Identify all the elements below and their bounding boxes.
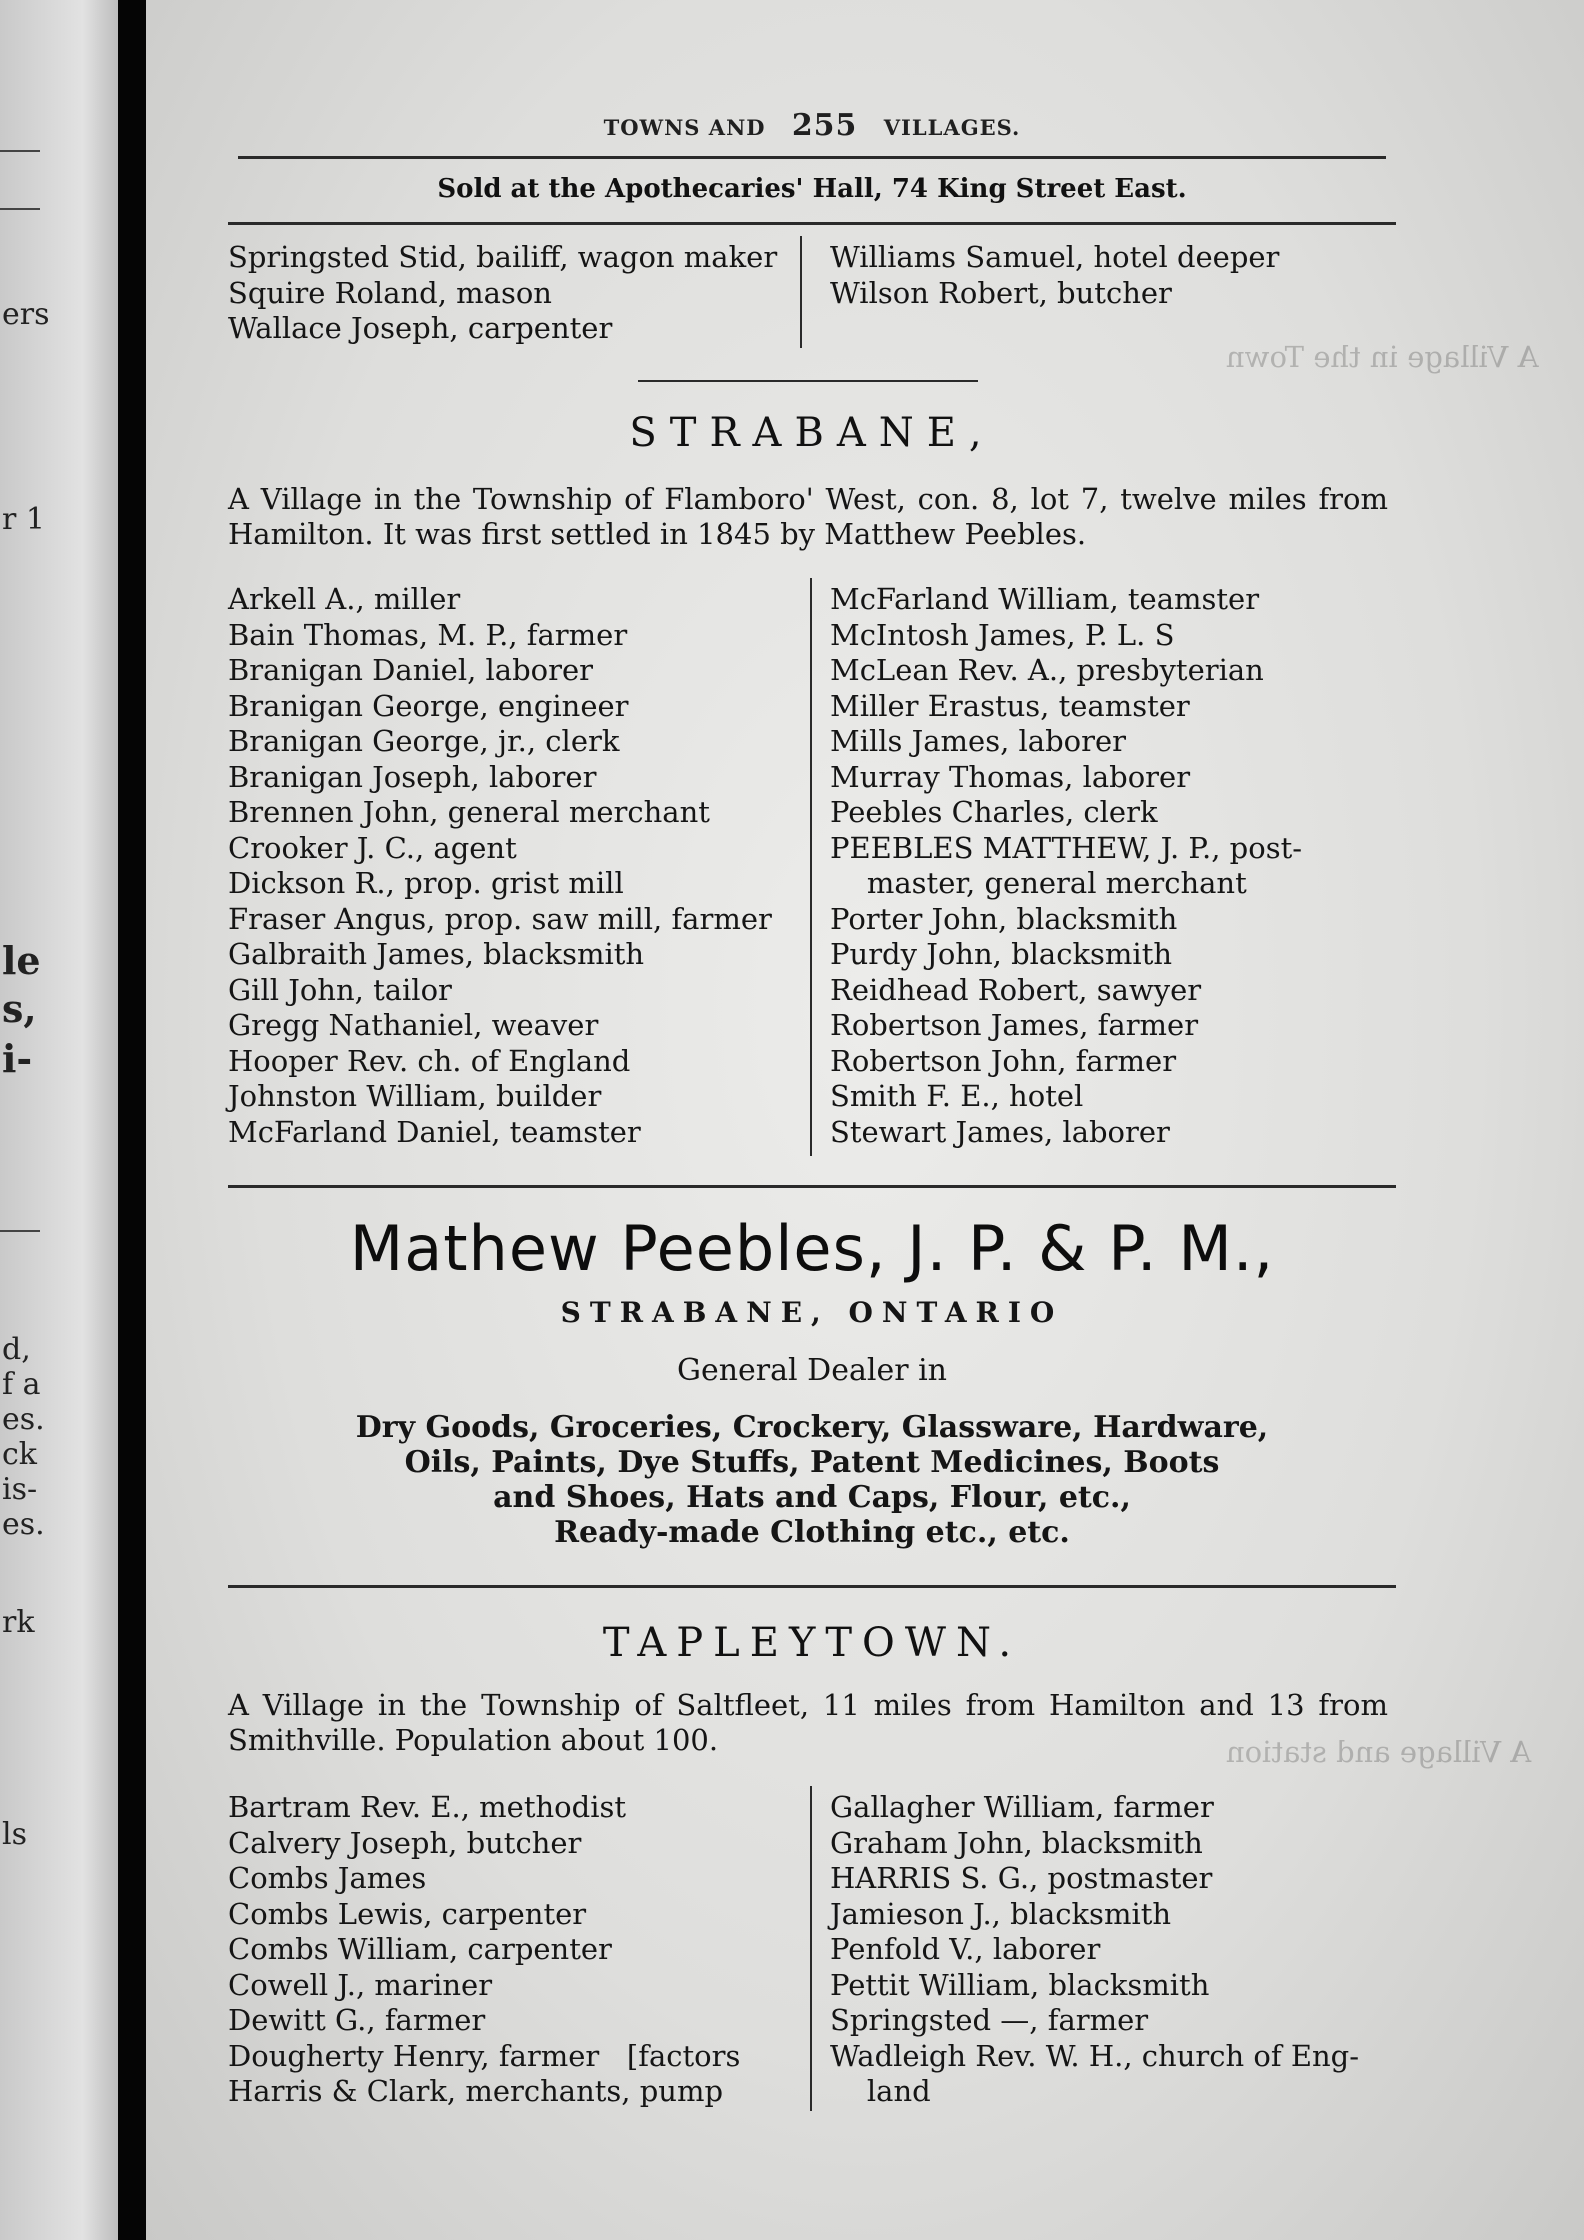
directory-entry: McIntosh James, P. L. S — [830, 617, 1175, 652]
bleed-through-text: A Village in the Town — [1226, 340, 1539, 374]
prev-section-right-column — [830, 240, 1279, 311]
strabane-left-column — [228, 582, 772, 1150]
advert-bottom-rule — [228, 1585, 1396, 1588]
directory-entry: Wallace Joseph, carpenter — [228, 311, 613, 345]
margin-fragment: is- — [2, 1472, 38, 1507]
sold-at-banner: Sold at the Apothecaries' Hall, 74 King Street East. — [437, 174, 1187, 204]
directory-entry: Jamieson J., blacksmith — [830, 1896, 1172, 1931]
directory-entry: Dougherty Henry, farmer [factors — [228, 2038, 741, 2073]
bleed-through-text: A Village and station — [1226, 1735, 1532, 1769]
directory-entry: Fraser Angus, prop. saw mill, farmer — [228, 901, 772, 936]
directory-entry: Brennen John, general merchant — [228, 795, 710, 829]
margin-fragment: r 1 — [2, 502, 45, 537]
directory-entry: Gallagher William, farmer — [830, 1790, 1214, 1824]
directory-entry: McFarland William, teamster — [830, 582, 1260, 616]
directory-entry: Peebles Charles, clerk — [830, 795, 1158, 829]
advert-goods-line: and Shoes, Hats and Caps, Flour, etc., — [493, 1480, 1131, 1515]
strabane-right-column — [830, 582, 1302, 1150]
running-head — [228, 108, 1396, 143]
column-divider — [800, 236, 802, 348]
advert-goods-list — [228, 1410, 1396, 1550]
banner-rule — [228, 222, 1396, 225]
directory-entry: Stewart James, laborer — [830, 1114, 1170, 1149]
directory-entry: Johnston William, builder — [228, 1079, 602, 1113]
margin-rule — [0, 150, 40, 152]
header-rule — [238, 156, 1386, 159]
margin-fragment: ls — [2, 1817, 27, 1852]
directory-entry: Squire Roland, mason — [228, 275, 552, 310]
directory-entry: Pettit William, blacksmith — [830, 1967, 1210, 2002]
tapleytown-left-column — [228, 1790, 740, 2110]
directory-entry: Bain Thomas, M. P., farmer — [228, 617, 628, 652]
directory-entry: master, general merchant — [830, 866, 1247, 900]
directory-entry: Dewitt G., farmer — [228, 2003, 486, 2037]
directory-entry: Gregg Nathaniel, weaver — [228, 1008, 599, 1042]
directory-entry: Crooker J. C., agent — [228, 830, 517, 865]
directory-entry: Smith F. E., hotel — [830, 1079, 1084, 1113]
directory-entry: Harris & Clark, merchants, pump — [228, 2074, 724, 2108]
column-divider — [810, 578, 812, 1156]
directory-entry: Dickson R., prop. grist mill — [228, 866, 624, 900]
margin-fragment: ck — [2, 1437, 37, 1472]
directory-entry: Murray Thomas, laborer — [830, 759, 1191, 794]
advert-merchant-name: Mathew Peebles, J. P. & P. M., — [349, 1212, 1275, 1285]
advert-goods-line: Ready-made Clothing etc., etc. — [554, 1515, 1070, 1550]
directory-entry: Robertson John, farmer — [830, 1043, 1177, 1078]
page-number: 255 — [791, 108, 858, 143]
directory-entry: land — [830, 2074, 931, 2108]
directory-entry: Robertson James, farmer — [830, 1008, 1199, 1042]
adjacent-page-strip — [0, 0, 118, 2240]
directory-entry: Wilson Robert, butcher — [830, 275, 1172, 310]
margin-fragment: rk — [2, 1605, 35, 1640]
directory-entry: Penfold V., laborer — [830, 1932, 1101, 1966]
prev-section-left-column — [228, 240, 777, 347]
tapleytown-intro — [228, 1688, 1388, 1758]
section-rule — [638, 380, 978, 382]
margin-rule — [0, 208, 40, 210]
directory-entry: Branigan Daniel, laborer — [228, 653, 594, 687]
advert-goods-line: Oils, Paints, Dye Stuffs, Patent Medicines, Boots — [404, 1445, 1220, 1480]
directory-entry: McLean Rev. A., presbyterian — [830, 653, 1264, 687]
directory-entry: Combs James — [228, 1861, 427, 1895]
directory-entry: Porter John, blacksmith — [830, 901, 1178, 936]
directory-entry: Bartram Rev. E., methodist — [228, 1790, 627, 1824]
advert-dealer-line: General Dealer in — [677, 1353, 947, 1388]
advert-location: STRABANE, ONTARIO — [560, 1296, 1064, 1329]
margin-fragment: i- — [2, 1036, 33, 1081]
directory-entry: Miller Erastus, teamster — [830, 688, 1190, 723]
directory-entry: McFarland Daniel, teamster — [228, 1114, 641, 1149]
margin-fragment: d, — [2, 1332, 31, 1367]
directory-page — [146, 0, 1584, 2240]
directory-entry: PEEBLES MATTHEW, J. P., post- — [830, 830, 1303, 865]
margin-fragment: le — [2, 938, 41, 983]
directory-entry: Combs Lewis, carpenter — [228, 1896, 587, 1931]
directory-entry: Branigan Joseph, laborer — [228, 759, 597, 794]
directory-entry: Gill John, tailor — [228, 972, 452, 1007]
directory-entry: Mills James, laborer — [830, 724, 1126, 758]
directory-entry: Williams Samuel, hotel deeper — [830, 240, 1280, 274]
directory-entry: Cowell J., mariner — [228, 1967, 493, 2002]
running-head-right: VILLAGES. — [883, 115, 1021, 140]
directory-entry: Springsted —, farmer — [830, 2003, 1149, 2037]
margin-fragment: s, — [2, 986, 37, 1031]
directory-entry: Branigan George, engineer — [228, 688, 629, 723]
directory-entry: Reidhead Robert, sawyer — [830, 972, 1202, 1007]
directory-entry: Hooper Rev. ch. of England — [228, 1043, 631, 1078]
advert-goods-line: Dry Goods, Groceries, Crockery, Glassware, Hardware, — [355, 1410, 1269, 1445]
margin-rule — [0, 1230, 40, 1232]
running-head-left: TOWNS AND — [603, 115, 766, 140]
margin-fragment: ers — [2, 297, 50, 332]
directory-entry: Calvery Joseph, butcher — [228, 1825, 582, 1860]
section-title-tapleytown: TAPLEYTOWN. — [602, 1620, 1022, 1666]
directory-entry: Wadleigh Rev. W. H., church of Eng- — [830, 2038, 1360, 2073]
directory-entry: Springsted Stid, bailiff, wagon maker — [228, 240, 778, 274]
column-divider — [810, 1786, 812, 2111]
margin-fragment: es. — [2, 1507, 45, 1542]
directory-entry: HARRIS S. G., postmaster — [830, 1861, 1213, 1895]
margin-fragment: f a — [2, 1367, 41, 1402]
strabane-intro-text: A Village in the Township of Flamboro' West, con. 8, lot 7, twelve miles from Hamilton. It was first settled in 1845 by Matthew Peebles. — [228, 482, 1388, 551]
tapleytown-right-column — [830, 1790, 1359, 2110]
directory-entry: Arkell A., miller — [228, 582, 461, 616]
margin-fragment: es. — [2, 1402, 45, 1437]
directory-entry: Galbraith James, blacksmith — [228, 937, 645, 971]
directory-entry: Branigan George, jr., clerk — [228, 724, 620, 758]
advert-top-rule — [228, 1185, 1396, 1188]
strabane-intro — [228, 482, 1388, 552]
section-title-strabane: STRABANE, — [629, 410, 995, 456]
directory-entry: Graham John, blacksmith — [830, 1825, 1203, 1860]
directory-entry: Purdy John, blacksmith — [830, 937, 1173, 971]
tapleytown-intro-text: A Village in the Township of Saltfleet, 11 miles from Hamilton and 13 from Smithville. Population about 100. — [228, 1688, 1388, 1757]
book-binding-gutter — [118, 0, 146, 2240]
directory-entry: Combs William, carpenter — [228, 1932, 612, 1966]
